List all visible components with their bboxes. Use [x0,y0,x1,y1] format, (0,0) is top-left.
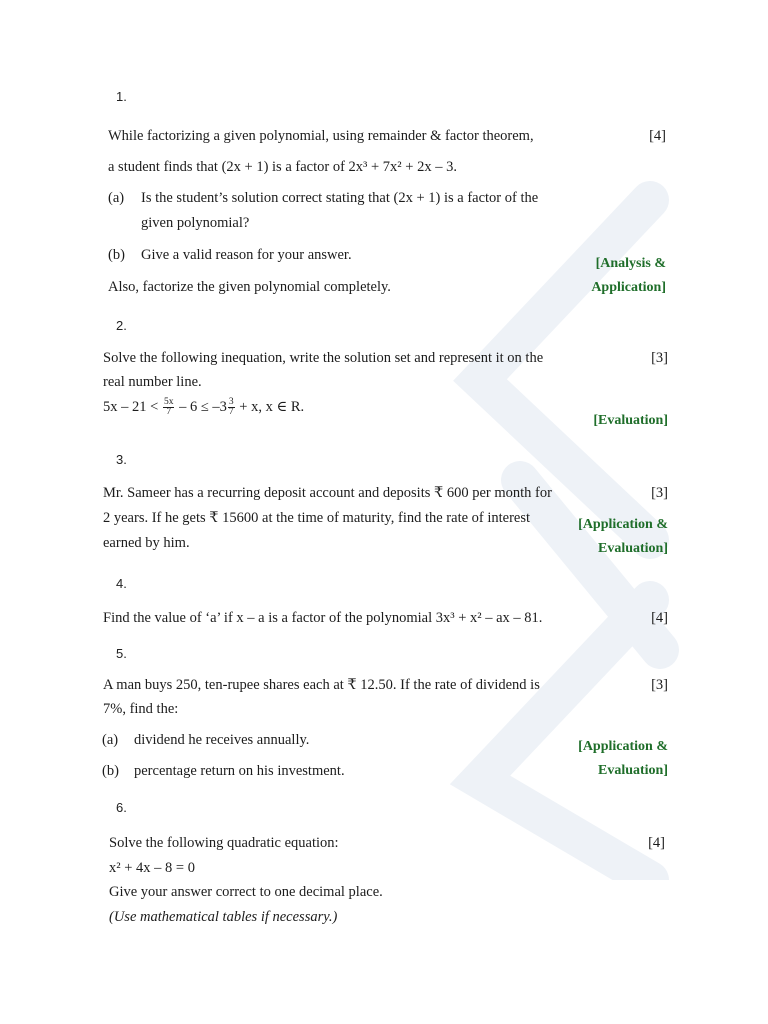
question-3-marks: [3] [651,485,668,501]
question-4-number: 4. [116,576,127,591]
question-2-marks: [3] [651,350,668,366]
question-4-line-1: Find the value of ‘a’ if x – a is a factor of the polynomial 3x³ + x² – ax – 81. [103,610,543,626]
question-3-line-1: Mr. Sameer has a recurring deposit account and deposits ₹ 600 per month for [103,485,552,501]
question-5-part-a-text: dividend he receives annually. [134,732,310,748]
question-6-line-2: x² + 4x – 8 = 0 [109,860,195,876]
question-6-line-3: Give your answer correct to one decimal place. [109,884,383,900]
question-2-line-1: Solve the following inequation, write the solution set and represent it on the [103,350,544,366]
fraction-2-numerator: 3 [228,397,234,407]
question-3-number: 3. [116,452,127,467]
formula-fraction-2 [228,398,235,417]
question-5-line-2: 7%, find the: [103,701,179,717]
question-1-line-2: a student finds that (2x + 1) is a factor of 2x³ + 7x² + 2x – 3. [108,159,457,175]
question-1-marks: [4] [649,128,666,144]
question-1-part-a-text: Is the student’s solution correct stating that (2x + 1) is a factor of the [141,190,539,206]
question-6-note: (Use mathematical tables if necessary.) [109,909,338,925]
formula-part-a: 5x – 21 < [103,398,159,415]
question-5-tag-line-2: Evaluation] [597,763,668,778]
question-2-number: 2. [116,318,127,333]
question-1-number: 1. [116,89,127,104]
question-4-marks: [4] [651,610,668,626]
formula-part-c: + x, x ∈ R. [239,398,305,415]
fraction-1-denominator: 7 [166,407,172,417]
question-1-tag-line-2: Application] [591,280,666,295]
question-1-part-a-text-2: given polynomial? [141,215,250,231]
formula-part-b: – 6 ≤ –3 [179,398,227,415]
question-5-tag-line-1: [Application & [578,739,668,754]
question-3-tag-line-1: [Application & [578,517,668,532]
fraction-2-denominator: 7 [228,407,234,417]
question-5-marks: [3] [651,677,668,693]
question-3-tag-line-2: Evaluation] [597,541,668,556]
question-3-line-3: earned by him. [103,535,190,551]
question-1-tag-line-1: [Analysis & [595,256,666,271]
question-5-line-1: A man buys 250, ten-rupee shares each at ₹ 12.50. If the rate of dividend is [103,677,540,693]
question-2-line-2: real number line. [103,374,202,390]
question-1-part-b-label: (b) [108,247,125,263]
question-5-part-a-label: (a) [102,732,119,748]
question-3-line-2: 2 years. If he gets ₹ 15600 at the time of maturity, find the rate of interest [103,510,531,526]
question-5-number: 5. [116,646,127,661]
question-1-line-1: While factorizing a given polynomial, using remainder & factor theorem, [108,128,534,144]
formula-fraction-1 [163,398,175,417]
question-6-marks: [4] [648,835,665,851]
question-5-part-b-label: (b) [102,763,119,779]
question-2-formula [103,398,304,417]
question-1-part-b-text: Give a valid reason for your answer. [141,247,352,263]
question-5-part-b-text: percentage return on his investment. [134,763,345,779]
question-1-closing: Also, factorize the given polynomial completely. [108,279,391,295]
question-6-line-1: Solve the following quadratic equation: [109,835,339,851]
question-1-part-a-label: (a) [108,190,125,206]
question-2-tag-line-1: [Evaluation] [593,413,668,428]
fraction-1-numerator: 5x [163,397,174,407]
question-6-number: 6. [116,800,127,815]
